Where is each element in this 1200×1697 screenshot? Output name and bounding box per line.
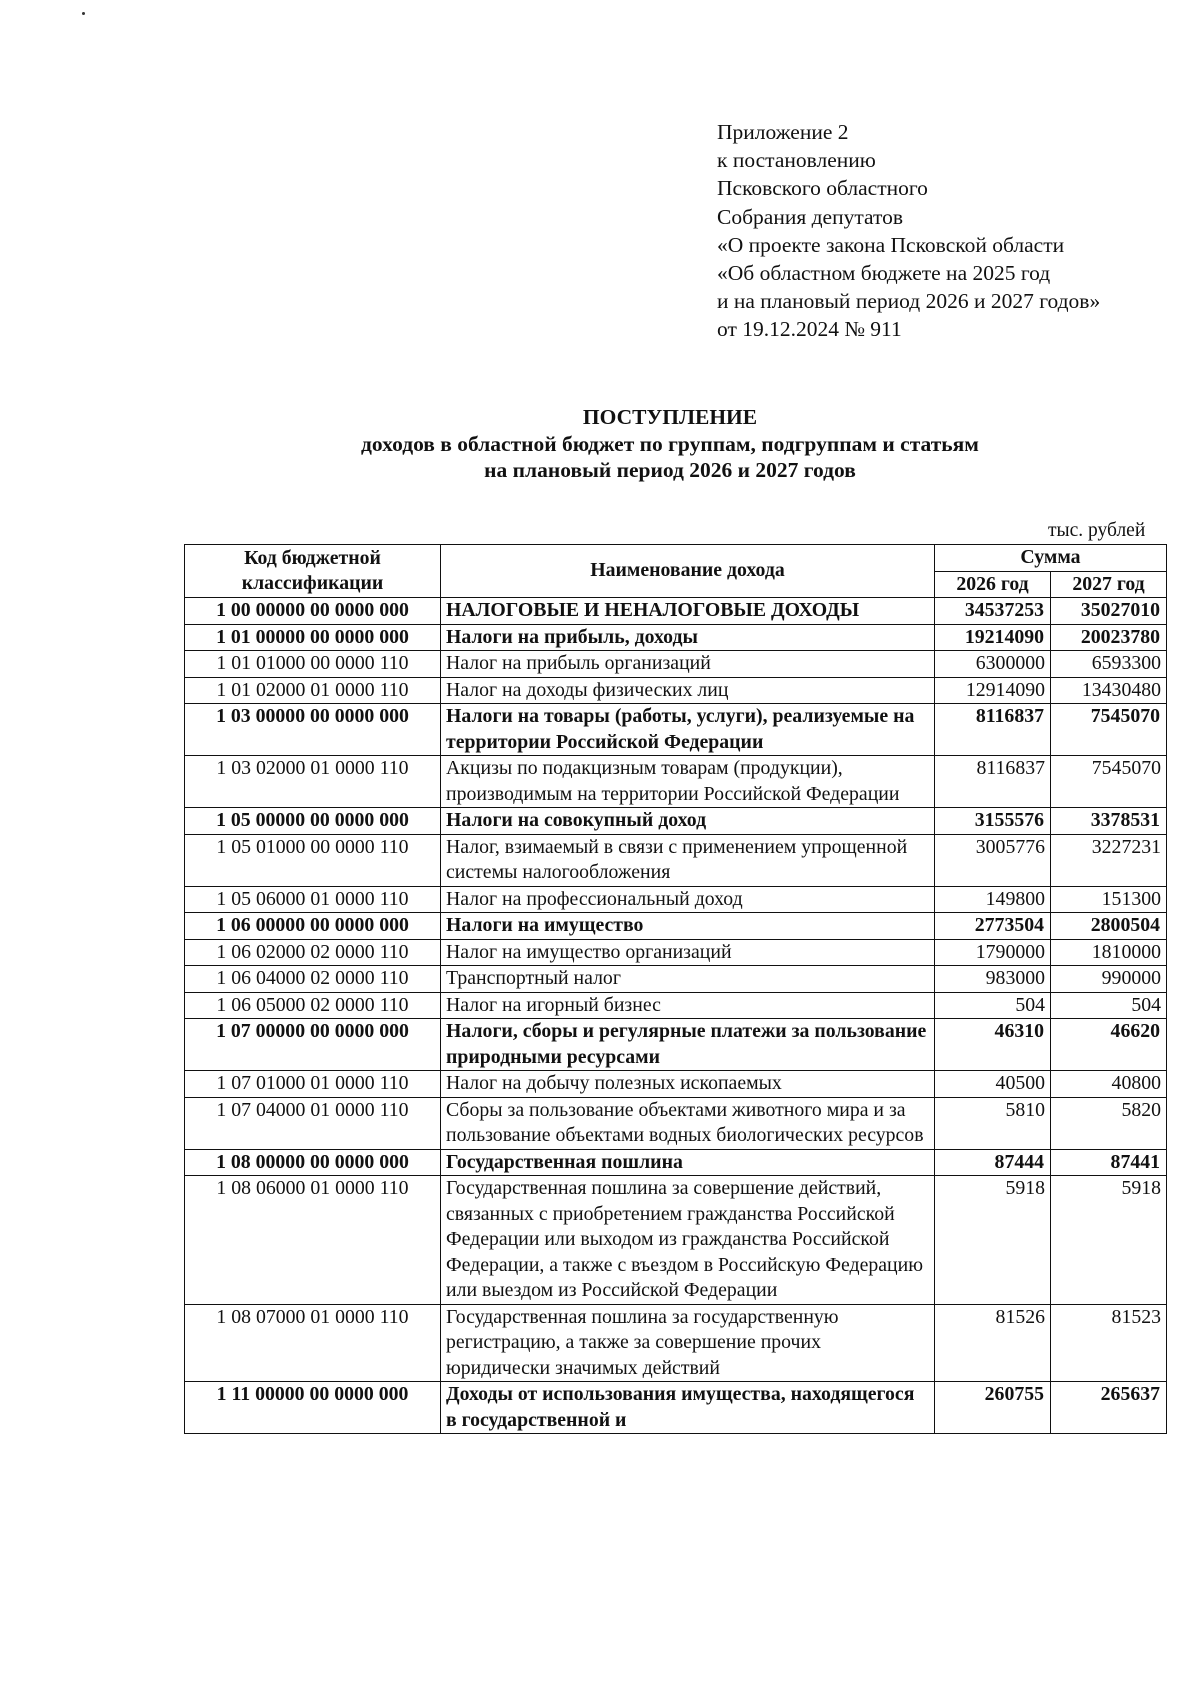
row-value-2027: 3227231 (1051, 834, 1167, 886)
row-name: Налоги на прибыль, доходы (441, 624, 935, 651)
row-name: Государственная пошлина (441, 1149, 935, 1176)
row-value-2027: 40800 (1051, 1071, 1167, 1098)
row-value-2027: 151300 (1051, 886, 1167, 913)
row-value-2027: 3378531 (1051, 808, 1167, 835)
appendix-line: Собрания депутатов (717, 204, 903, 229)
row-value-2027: 46620 (1051, 1019, 1167, 1071)
table-row (185, 1149, 1167, 1176)
table-row (185, 939, 1167, 966)
row-code: 1 08 00000 00 0000 000 (185, 1149, 441, 1176)
appendix-line: «Об областном бюджете на 2025 год (717, 261, 1051, 286)
appendix-line: «О проекте закона Псковской области (717, 232, 1065, 257)
row-name: Государственная пошлина за государственную регистрацию, а также за совершение прочих юридически значимых действий (441, 1304, 935, 1382)
row-code: 1 07 00000 00 0000 000 (185, 1019, 441, 1071)
header-name: Наименование дохода (441, 545, 935, 598)
row-value-2026: 46310 (935, 1019, 1051, 1071)
row-value-2026: 149800 (935, 886, 1051, 913)
row-value-2026: 81526 (935, 1304, 1051, 1382)
appendix-line: Приложение 2 (717, 120, 849, 144)
row-value-2027: 81523 (1051, 1304, 1167, 1382)
row-value-2026: 8116837 (935, 756, 1051, 808)
row-code: 1 06 02000 02 0000 110 (185, 939, 441, 966)
row-value-2026: 12914090 (935, 677, 1051, 704)
row-value-2026: 504 (935, 992, 1051, 1019)
row-value-2026: 5810 (935, 1097, 1051, 1149)
row-name: Акцизы по подакцизным товарам (продукции), производимым на территории Российской Федерации (441, 756, 935, 808)
table-row (185, 1382, 1167, 1434)
row-value-2026: 5918 (935, 1176, 1051, 1305)
table-row (185, 886, 1167, 913)
title-subheading-period: на плановый период 2026 и 2027 годов (484, 458, 856, 482)
row-code: 1 06 04000 02 0000 110 (185, 966, 441, 993)
row-name: Налоги на совокупный доход (441, 808, 935, 835)
row-value-2027: 2800504 (1051, 913, 1167, 940)
title-heading: ПОСТУПЛЕНИЕ (582, 405, 758, 429)
scan-speck (82, 12, 85, 15)
appendix-line: Псковского областного (717, 176, 928, 201)
table-row (185, 677, 1167, 704)
row-name: Налоги на товары (работы, услуги), реализуемые на территории Российской Федерации (441, 704, 935, 756)
header-code: Код бюджетной классификации (185, 545, 441, 598)
row-value-2027: 5918 (1051, 1176, 1167, 1305)
row-name: Транспортный налог (441, 966, 935, 993)
row-code: 1 05 06000 01 0000 110 (185, 886, 441, 913)
appendix-line: и на плановый период 2026 и 2027 годов» (717, 289, 1101, 314)
row-value-2026: 1790000 (935, 939, 1051, 966)
row-value-2027: 990000 (1051, 966, 1167, 993)
row-name: Налог на профессиональный доход (441, 886, 935, 913)
row-value-2027: 13430480 (1051, 677, 1167, 704)
row-value-2027: 5820 (1051, 1097, 1167, 1149)
table-body (185, 598, 1167, 1434)
row-code: 1 01 02000 01 0000 110 (185, 677, 441, 704)
row-name: Сборы за пользование объектами животного мира и за пользование объектами водных биологических ресурсов (441, 1097, 935, 1149)
appendix-line: от 19.12.2024 № 911 (717, 317, 902, 342)
row-value-2027: 265637 (1051, 1382, 1167, 1434)
row-value-2026: 19214090 (935, 624, 1051, 651)
row-value-2026: 3005776 (935, 834, 1051, 886)
appendix-note (717, 118, 1100, 344)
table-row (185, 756, 1167, 808)
row-name: Налоги на имущество (441, 913, 935, 940)
row-value-2026: 40500 (935, 1071, 1051, 1098)
row-name: Налоги, сборы и регулярные платежи за пользование природными ресурсами (441, 1019, 935, 1071)
row-code: 1 11 00000 00 0000 000 (185, 1382, 441, 1434)
title-subheading: доходов в областной бюджет по группам, подгруппам и статьям (361, 431, 979, 456)
row-code: 1 01 00000 00 0000 000 (185, 624, 441, 651)
table-row (185, 598, 1167, 625)
row-value-2027: 7545070 (1051, 704, 1167, 756)
row-name: Налог на доходы физических лиц (441, 677, 935, 704)
table-row (185, 1019, 1167, 1071)
row-code: 1 08 07000 01 0000 110 (185, 1304, 441, 1382)
row-code: 1 00 00000 00 0000 000 (185, 598, 441, 625)
header-sum: Сумма (935, 545, 1167, 572)
row-value-2027: 1810000 (1051, 939, 1167, 966)
row-name: Налог на имущество организаций (441, 939, 935, 966)
header-2026: 2026 год (935, 571, 1051, 598)
header-2027: 2027 год (1051, 571, 1167, 598)
row-code: 1 03 02000 01 0000 110 (185, 756, 441, 808)
row-value-2027: 20023780 (1051, 624, 1167, 651)
table-row (185, 992, 1167, 1019)
row-value-2026: 260755 (935, 1382, 1051, 1434)
revenue-table (184, 544, 1167, 1434)
row-code: 1 06 05000 02 0000 110 (185, 992, 441, 1019)
row-code: 1 03 00000 00 0000 000 (185, 704, 441, 756)
table-row (185, 704, 1167, 756)
row-code: 1 07 04000 01 0000 110 (185, 1097, 441, 1149)
table-row (185, 1176, 1167, 1305)
row-value-2026: 2773504 (935, 913, 1051, 940)
row-value-2026: 6300000 (935, 651, 1051, 678)
row-code: 1 05 00000 00 0000 000 (185, 808, 441, 835)
row-value-2027: 504 (1051, 992, 1167, 1019)
row-value-2026: 983000 (935, 966, 1051, 993)
row-code: 1 08 06000 01 0000 110 (185, 1176, 441, 1305)
row-code: 1 05 01000 00 0000 110 (185, 834, 441, 886)
table-row (185, 1304, 1167, 1382)
row-name: Налог на прибыль организаций (441, 651, 935, 678)
row-value-2027: 6593300 (1051, 651, 1167, 678)
row-name: Доходы от использования имущества, находящегося в государственной и (441, 1382, 935, 1434)
row-value-2026: 8116837 (935, 704, 1051, 756)
table-row (185, 1071, 1167, 1098)
row-name: Государственная пошлина за совершение действий, связанных с приобретением гражданства Российской Федерации или выходом из гражданства Российской Федерации, а также с въездом в Российскую Федерацию или выездом из Российской Федерации (441, 1176, 935, 1305)
row-value-2027: 87441 (1051, 1149, 1167, 1176)
row-value-2027: 7545070 (1051, 756, 1167, 808)
row-value-2026: 3155576 (935, 808, 1051, 835)
row-code: 1 01 01000 00 0000 110 (185, 651, 441, 678)
row-code: 1 07 01000 01 0000 110 (185, 1071, 441, 1098)
document-title (0, 404, 1200, 484)
row-name: Налог на игорный бизнес (441, 992, 935, 1019)
appendix-line: к постановлению (717, 148, 876, 173)
row-name: Налог на добычу полезных ископаемых (441, 1071, 935, 1098)
table-row (185, 624, 1167, 651)
table-row (185, 808, 1167, 835)
row-name: Налог, взимаемый в связи с применением упрощенной системы налогообложения (441, 834, 935, 886)
table-row (185, 834, 1167, 886)
table-row (185, 913, 1167, 940)
row-value-2026: 34537253 (935, 598, 1051, 625)
units-label: тыс. рублей (1048, 520, 1146, 541)
table-row (185, 966, 1167, 993)
table-row (185, 1097, 1167, 1149)
table-row (185, 651, 1167, 678)
row-value-2026: 87444 (935, 1149, 1051, 1176)
row-code: 1 06 00000 00 0000 000 (185, 913, 441, 940)
row-value-2027: 35027010 (1051, 598, 1167, 625)
row-name: НАЛОГОВЫЕ И НЕНАЛОГОВЫЕ ДОХОДЫ (441, 598, 935, 625)
